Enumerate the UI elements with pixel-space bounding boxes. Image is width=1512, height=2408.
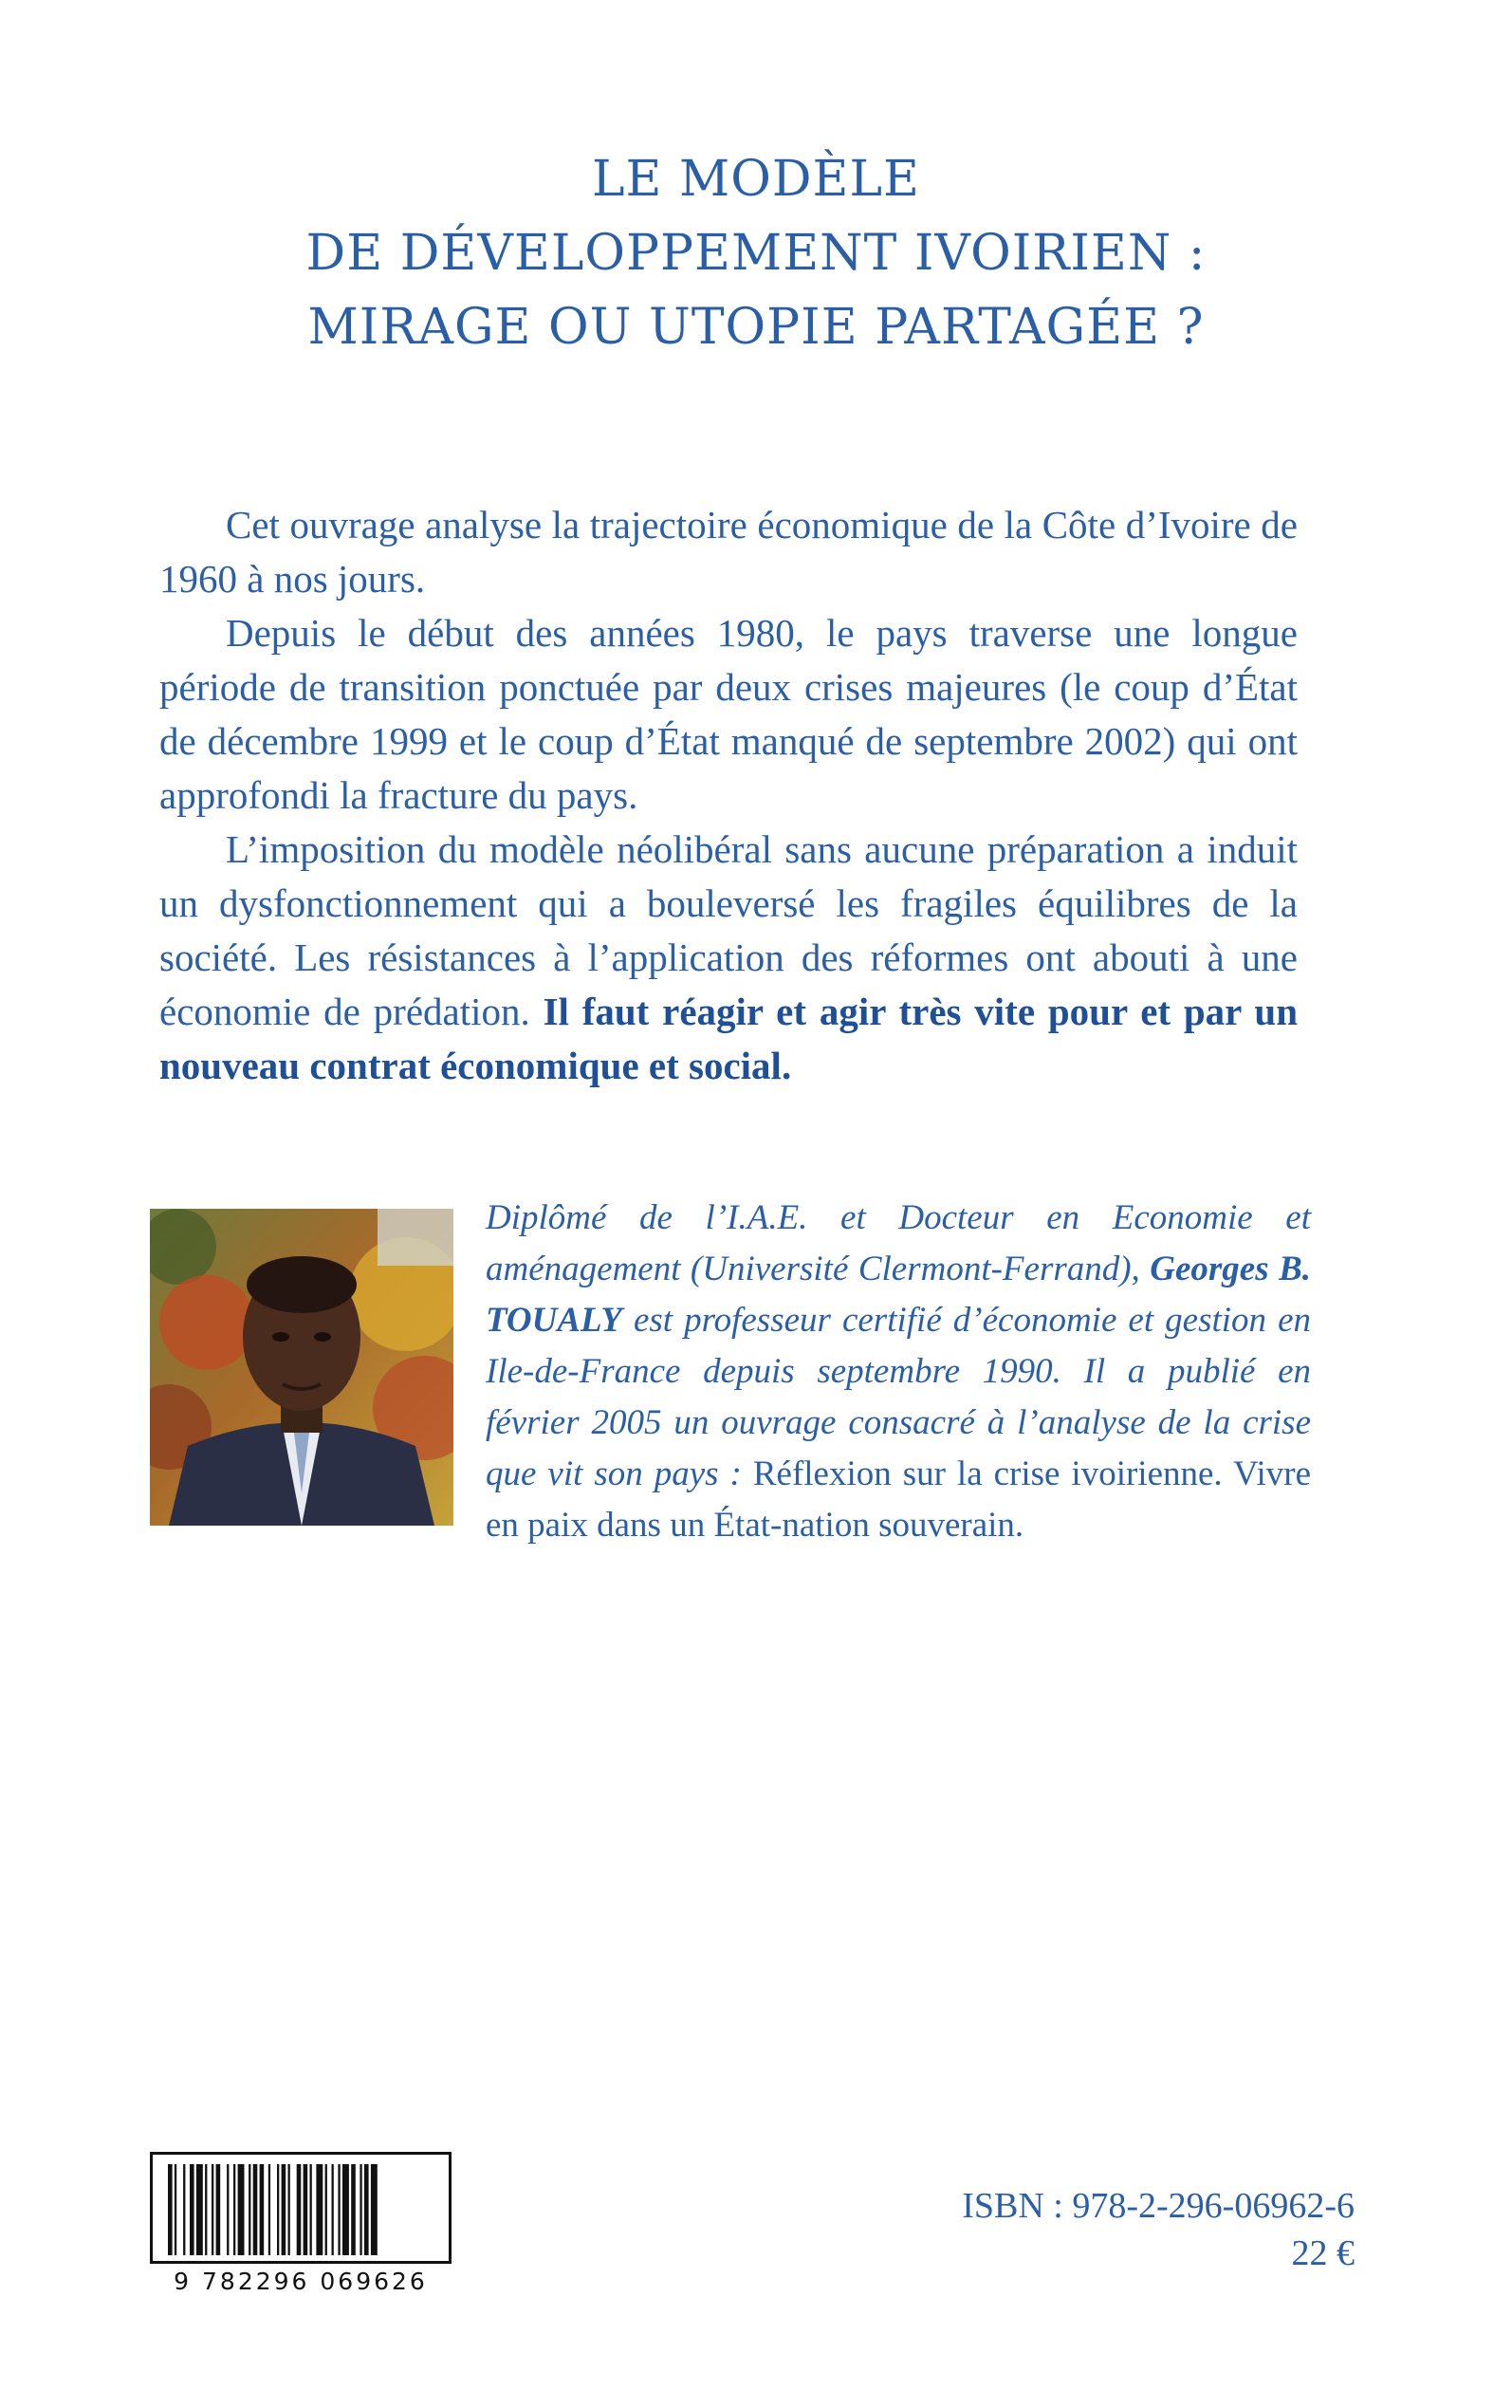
author-portrait-image	[150, 1209, 453, 1526]
barcode-bar	[360, 2164, 361, 2255]
barcode-bar	[325, 2164, 327, 2255]
barcode-bar	[364, 2164, 369, 2255]
author-photo	[150, 1209, 453, 1526]
blurb-paragraph-3-text: L’imposition du modèle néolibéral sans aucune préparation a induit un dysfonctionnement qui a bouleversé les fragiles équilibres de la société. Les résistances à l’application des réformes ont abouti à une économie de prédation.	[159, 827, 1298, 1033]
price: 22 €	[1291, 2233, 1355, 2273]
barcode-bar	[297, 2164, 302, 2255]
barcode-bar	[277, 2164, 279, 2255]
author-name: Georges B. TOUALY	[486, 1250, 1311, 1340]
barcode-bar	[282, 2164, 286, 2255]
barcode-digits: 9 782296 069626	[174, 2268, 428, 2295]
barcode-bar	[351, 2164, 356, 2255]
barcode-bar	[190, 2164, 194, 2255]
barcode-bar	[332, 2164, 334, 2255]
barcode-bar	[205, 2164, 207, 2255]
barcode-bar	[196, 2164, 203, 2255]
isbn-number: ISBN : 978-2-296-06962-6	[962, 2186, 1355, 2226]
barcode-bar	[227, 2164, 229, 2255]
blurb-call-to-action: Il faut réagir et agir très vite pour et par un nouveau contrat économique et social.	[159, 990, 1299, 1087]
barcode-bar	[233, 2164, 235, 2255]
barcode-bar	[268, 2164, 270, 2255]
barcode-bar	[260, 2164, 265, 2255]
book-title	[0, 142, 1512, 364]
title-line-2: DE DÉVELOPPEMENT IVOIRIEN :	[305, 225, 1207, 282]
barcode-bar	[253, 2164, 258, 2255]
title-line-1: LE MODÈLE	[591, 151, 921, 208]
barcode-bar	[183, 2164, 185, 2255]
author-bio	[486, 1193, 1311, 1551]
barcode-bar	[175, 2164, 176, 2255]
blurb	[159, 498, 1298, 1093]
barcode-bar	[371, 2164, 378, 2255]
barcode-bar	[342, 2164, 349, 2255]
bio-part-2: est professeur certifié d’économie et gestion en Ile-de-France depuis septembre 1990. Il a publié en février 2005 un ouvrage consacré à l’analyse de la crise que vit son pays :	[486, 1301, 1312, 1493]
bio-part-1: Diplômé de l’I.A.E. et Docteur en Economie et aménagement (Université Clermont-Ferrand),	[486, 1198, 1311, 1288]
barcode-bar	[338, 2164, 340, 2255]
barcode-bar	[168, 2164, 173, 2255]
barcode-bar	[216, 2164, 221, 2255]
barcode-bar	[316, 2164, 323, 2255]
barcode	[150, 2152, 452, 2264]
blurb-paragraph-1: Cet ouvrage analyse la trajectoire économique de la Côte d’Ivoire de 1960 à nos jours.	[159, 503, 1298, 601]
isbn-block	[962, 2182, 1355, 2277]
blurb-paragraph-2: Depuis le début des années 1980, le pays traverse une longue période de transition ponctuée par deux crises majeures (le coup d’État de décembre 1999 et le coup d’État manqué de septembre 2002) qui ont approfondi la fracture du pays.	[159, 611, 1298, 817]
barcode-bar	[304, 2164, 308, 2255]
blurb-paragraph-3	[159, 823, 1298, 1093]
barcode-bar	[249, 2164, 250, 2255]
barcode-bar	[238, 2164, 245, 2255]
barcode-bar	[212, 2164, 213, 2255]
barcode-bars-icon	[168, 2164, 433, 2255]
title-line-3: MIRAGE OU UTOPIE PARTAGÉE ?	[307, 299, 1205, 356]
barcode-bar	[288, 2164, 290, 2255]
barcode-bar	[310, 2164, 312, 2255]
previous-book-title: Réflexion sur la crise ivoirienne. Vivre en paix dans un État-nation souverain.	[486, 1454, 1312, 1545]
